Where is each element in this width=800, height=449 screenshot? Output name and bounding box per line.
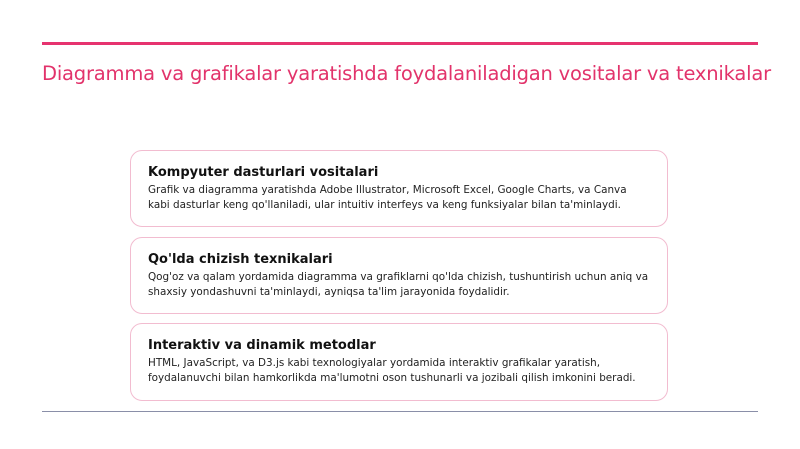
card-title: Qo'lda chizish texnikalari — [148, 252, 333, 267]
card-computer-tools — [130, 150, 668, 227]
card-interactive-methods — [130, 323, 668, 401]
card-title: Interaktiv va dinamik metodlar — [148, 338, 376, 353]
card-title: Kompyuter dasturlari vositalari — [148, 165, 379, 180]
card-text: HTML, JavaScript, va D3.js kabi texnologiyalar yordamida interaktiv grafikalar yaratish, foydalanuvchi bilan hamkorlikda ma'lumotni oson tushunarli va jozibali qilish imkonini beradi. — [148, 357, 636, 384]
card-text: Qog'oz va qalam yordamida diagramma va grafiklarni qo'lda chizish, tushuntirish uchun aniq va shaxsiy yondashuvni ta'minlaydi, ayniqsa ta'lim jarayonida foydalidir. — [148, 271, 649, 298]
slide-title: Diagramma va grafikalar yaratishda foydalaniladigan vositalar va texnikalar — [42, 62, 771, 85]
top-accent-line — [42, 42, 758, 45]
bottom-divider-line — [42, 411, 758, 412]
card-text: Grafik va diagramma yaratishda Adobe Illustrator, Microsoft Excel, Google Charts, va Canva kabi dasturlar keng qo'llaniladi, ular intuitiv interfeys va keng funksiyalar bilan ta'minlaydi. — [148, 184, 627, 211]
card-hand-drawing — [130, 237, 668, 314]
